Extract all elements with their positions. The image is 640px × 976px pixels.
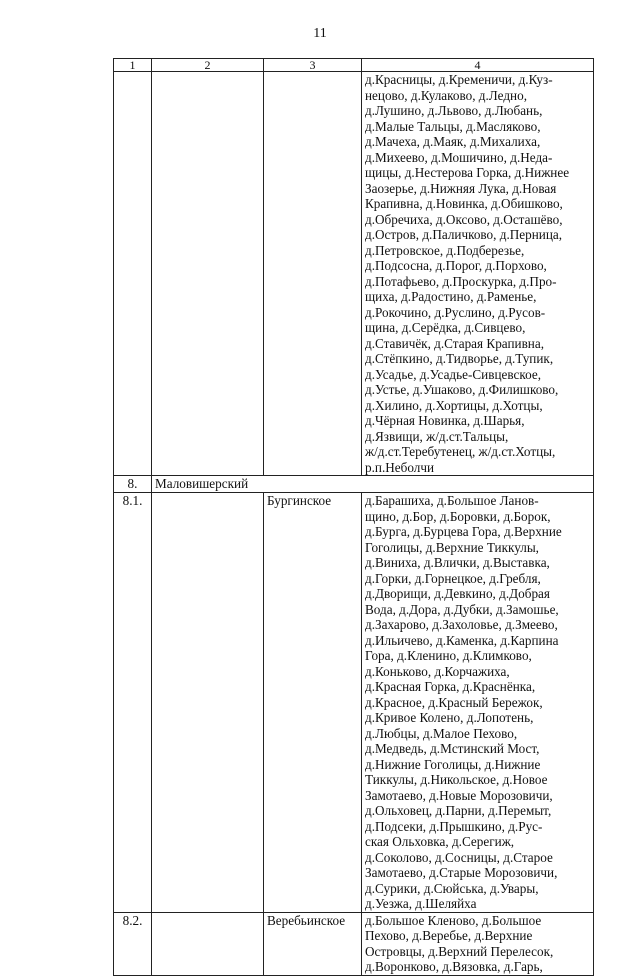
settlement-list-line: Вода, д.Дора, д.Дубки, д.Замошье,	[365, 601, 559, 617]
settlement-list-line: д.Дворищи, д.Девкино, д.Добрая	[365, 586, 550, 601]
settlement-list-line: д.Горки, д.Горнецкое, д.Гребля,	[365, 570, 541, 586]
settlement-list-line: д.Малые Тальцы, д.Масляково,	[365, 118, 541, 134]
row-number: 8.1.	[114, 493, 152, 913]
settlement-list-line: д.Виниха, д.Влички, д.Выставка,	[365, 555, 550, 570]
settlement-list-line: р.п.Неболчи	[365, 459, 435, 475]
row-number: 8.	[114, 476, 152, 493]
settlement-list-line: щина, д.Серёдка, д.Сивцево,	[365, 320, 526, 335]
settlement-list-line: щиха, д.Радостино, д.Раменье,	[365, 289, 537, 304]
settlement-list-line: Крапивна, д.Новинка, д.Обишково,	[365, 196, 563, 211]
settlement-list-line: д.Бурга, д.Бурцева Гора, д.Верхние	[365, 524, 562, 539]
table-row	[114, 912, 594, 975]
district-name: Маловишерский	[152, 476, 594, 493]
settlement-list-line: д.Стёпкино, д.Тидворье, д.Тупик,	[365, 351, 554, 366]
settlement-list-line: д.Коньково, д.Корчажиха,	[365, 663, 510, 679]
settlement-list	[362, 493, 594, 913]
page-number: 11	[313, 26, 327, 41]
settlement-list-line: д.Петровское, д.Подберезье,	[365, 242, 525, 258]
settlement-list-line: д.Подсеки, д.Прышкино, д.Рус-	[365, 818, 543, 834]
settlement-list-line: д.Подсосна, д.Порог, д.Порхово,	[365, 258, 547, 273]
settlement-list-line: д.Ставичёк, д.Старая Крапивна,	[365, 335, 545, 351]
settlement-list-line: Заозерье, д.Нижняя Лука, д.Новая	[365, 180, 557, 196]
settlement-list-line: д.Лушино, д.Львово, д.Любань,	[365, 103, 543, 118]
settlement-list-line: Гоголицы, д.Верхние Тиккулы,	[365, 539, 539, 555]
header-cell-2: 2	[152, 59, 264, 72]
settlement-name	[264, 72, 362, 476]
settlement-list-line: д.Красное, д.Красный Бережок,	[365, 694, 543, 710]
settlement-list-line: Островцы, д.Верхний Перелесок,	[365, 943, 554, 959]
header-cell-1: 1	[114, 59, 152, 72]
table-header-row	[114, 59, 594, 72]
settlement-list-line: Замотаево, д.Новые Морозовичи,	[365, 787, 553, 803]
settlement-list-line: д.Чёрная Новинка, д.Шарья,	[365, 413, 525, 428]
district-row	[114, 476, 594, 493]
settlement-list-line: д.Усадье, д.Усадье-Сивцевское,	[365, 366, 542, 382]
settlement-list-line: щино, д.Бор, д.Боровки, д.Борок,	[365, 508, 551, 524]
settlement-list-line: д.Медведь, д.Мстинский Мост,	[365, 741, 540, 756]
settlement-list-line: ская Ольховка, д.Серегиж,	[365, 834, 515, 849]
settlement-list-line: д.Красницы, д.Кременичи, д.Куз-	[365, 72, 553, 87]
settlement-list-line: д.Хилино, д.Хортицы, д.Хотцы,	[365, 397, 543, 413]
district-name	[152, 72, 264, 476]
settlement-list-line: д.Ольховец, д.Парни, д.Перемыт,	[365, 803, 552, 818]
settlement-list-line: д.Михеево, д.Мошичино, д.Неда-	[365, 149, 553, 165]
settlement-list-line: д.Рокочино, д.Руслино, д.Русов-	[365, 304, 546, 320]
settlement-list-line: д.Захарово, д.Захоловье, д.Змеево,	[365, 617, 558, 632]
settlement-list-line: д.Воронково, д.Вязовка, д.Гарь,	[365, 959, 543, 974]
settlement-list-line: д.Нижние Гоголицы, д.Нижние	[365, 756, 541, 772]
settlement-list-line: д.Язвищи, ж/д.ст.Тальцы,	[365, 428, 509, 444]
district-name	[152, 912, 264, 975]
settlement-list-line: д.Остров, д.Паличково, д.Перница,	[365, 227, 563, 242]
settlement-list-line: д.Красная Горка, д.Краснёнка,	[365, 679, 536, 694]
settlement-list-line: нецово, д.Кулаково, д.Ледно,	[365, 87, 527, 103]
settlement-list-line: д.Кривое Колено, д.Лопотень,	[365, 710, 534, 725]
settlement-list-line: Тиккулы, д.Никольское, д.Новое	[365, 772, 548, 787]
settlement-list-line: Замотаево, д.Старые Морозовичи,	[365, 865, 558, 880]
settlement-list-line: ж/д.ст.Теребутенец, ж/д.ст.Хотцы,	[365, 444, 556, 459]
settlement-list-line: д.Барашиха, д.Большое Ланов-	[365, 493, 539, 508]
row-number	[114, 72, 152, 476]
settlement-list-line: д.Обречиха, д.Оксово, д.Осташёво,	[365, 211, 563, 227]
table-row	[114, 493, 594, 913]
settlement-list-line: д.Уезжа, д.Шеляйха	[365, 896, 477, 911]
settlement-list-line: щицы, д.Нестерова Горка, д.Нижнее	[365, 165, 570, 180]
settlement-list-line: Гора, д.Кленино, д.Климково,	[365, 648, 532, 663]
settlement-name: Бургинское	[264, 493, 362, 913]
settlement-list-line: д.Любцы, д.Малое Пехово,	[365, 725, 518, 741]
settlement-list-line: д.Сурики, д.Сюйська, д.Увары,	[365, 880, 539, 896]
settlement-list-line: д.Ильичево, д.Каменка, д.Карпина	[365, 632, 559, 648]
settlements-table	[113, 58, 594, 976]
settlement-list-line: д.Большое Кленово, д.Большое	[365, 912, 542, 928]
header-cell-4: 4	[362, 59, 594, 72]
settlement-name: Веребьинское	[264, 912, 362, 975]
settlement-list-line: д.Мачеха, д.Маяк, д.Михалиха,	[365, 134, 541, 149]
row-number: 8.2.	[114, 912, 152, 975]
settlement-list-line: д.Потафьево, д.Проскурка, д.Про-	[365, 273, 557, 289]
settlement-list-line: д.Устье, д.Ушаково, д.Филишково,	[365, 382, 559, 397]
settlement-list	[362, 72, 594, 476]
table-row	[114, 72, 594, 476]
settlement-list-line: Пехово, д.Веребье, д.Верхние	[365, 928, 533, 943]
settlement-list	[362, 912, 594, 975]
header-cell-3: 3	[264, 59, 362, 72]
district-name	[152, 493, 264, 913]
settlement-list-line: д.Соколово, д.Сосницы, д.Старое	[365, 849, 553, 865]
